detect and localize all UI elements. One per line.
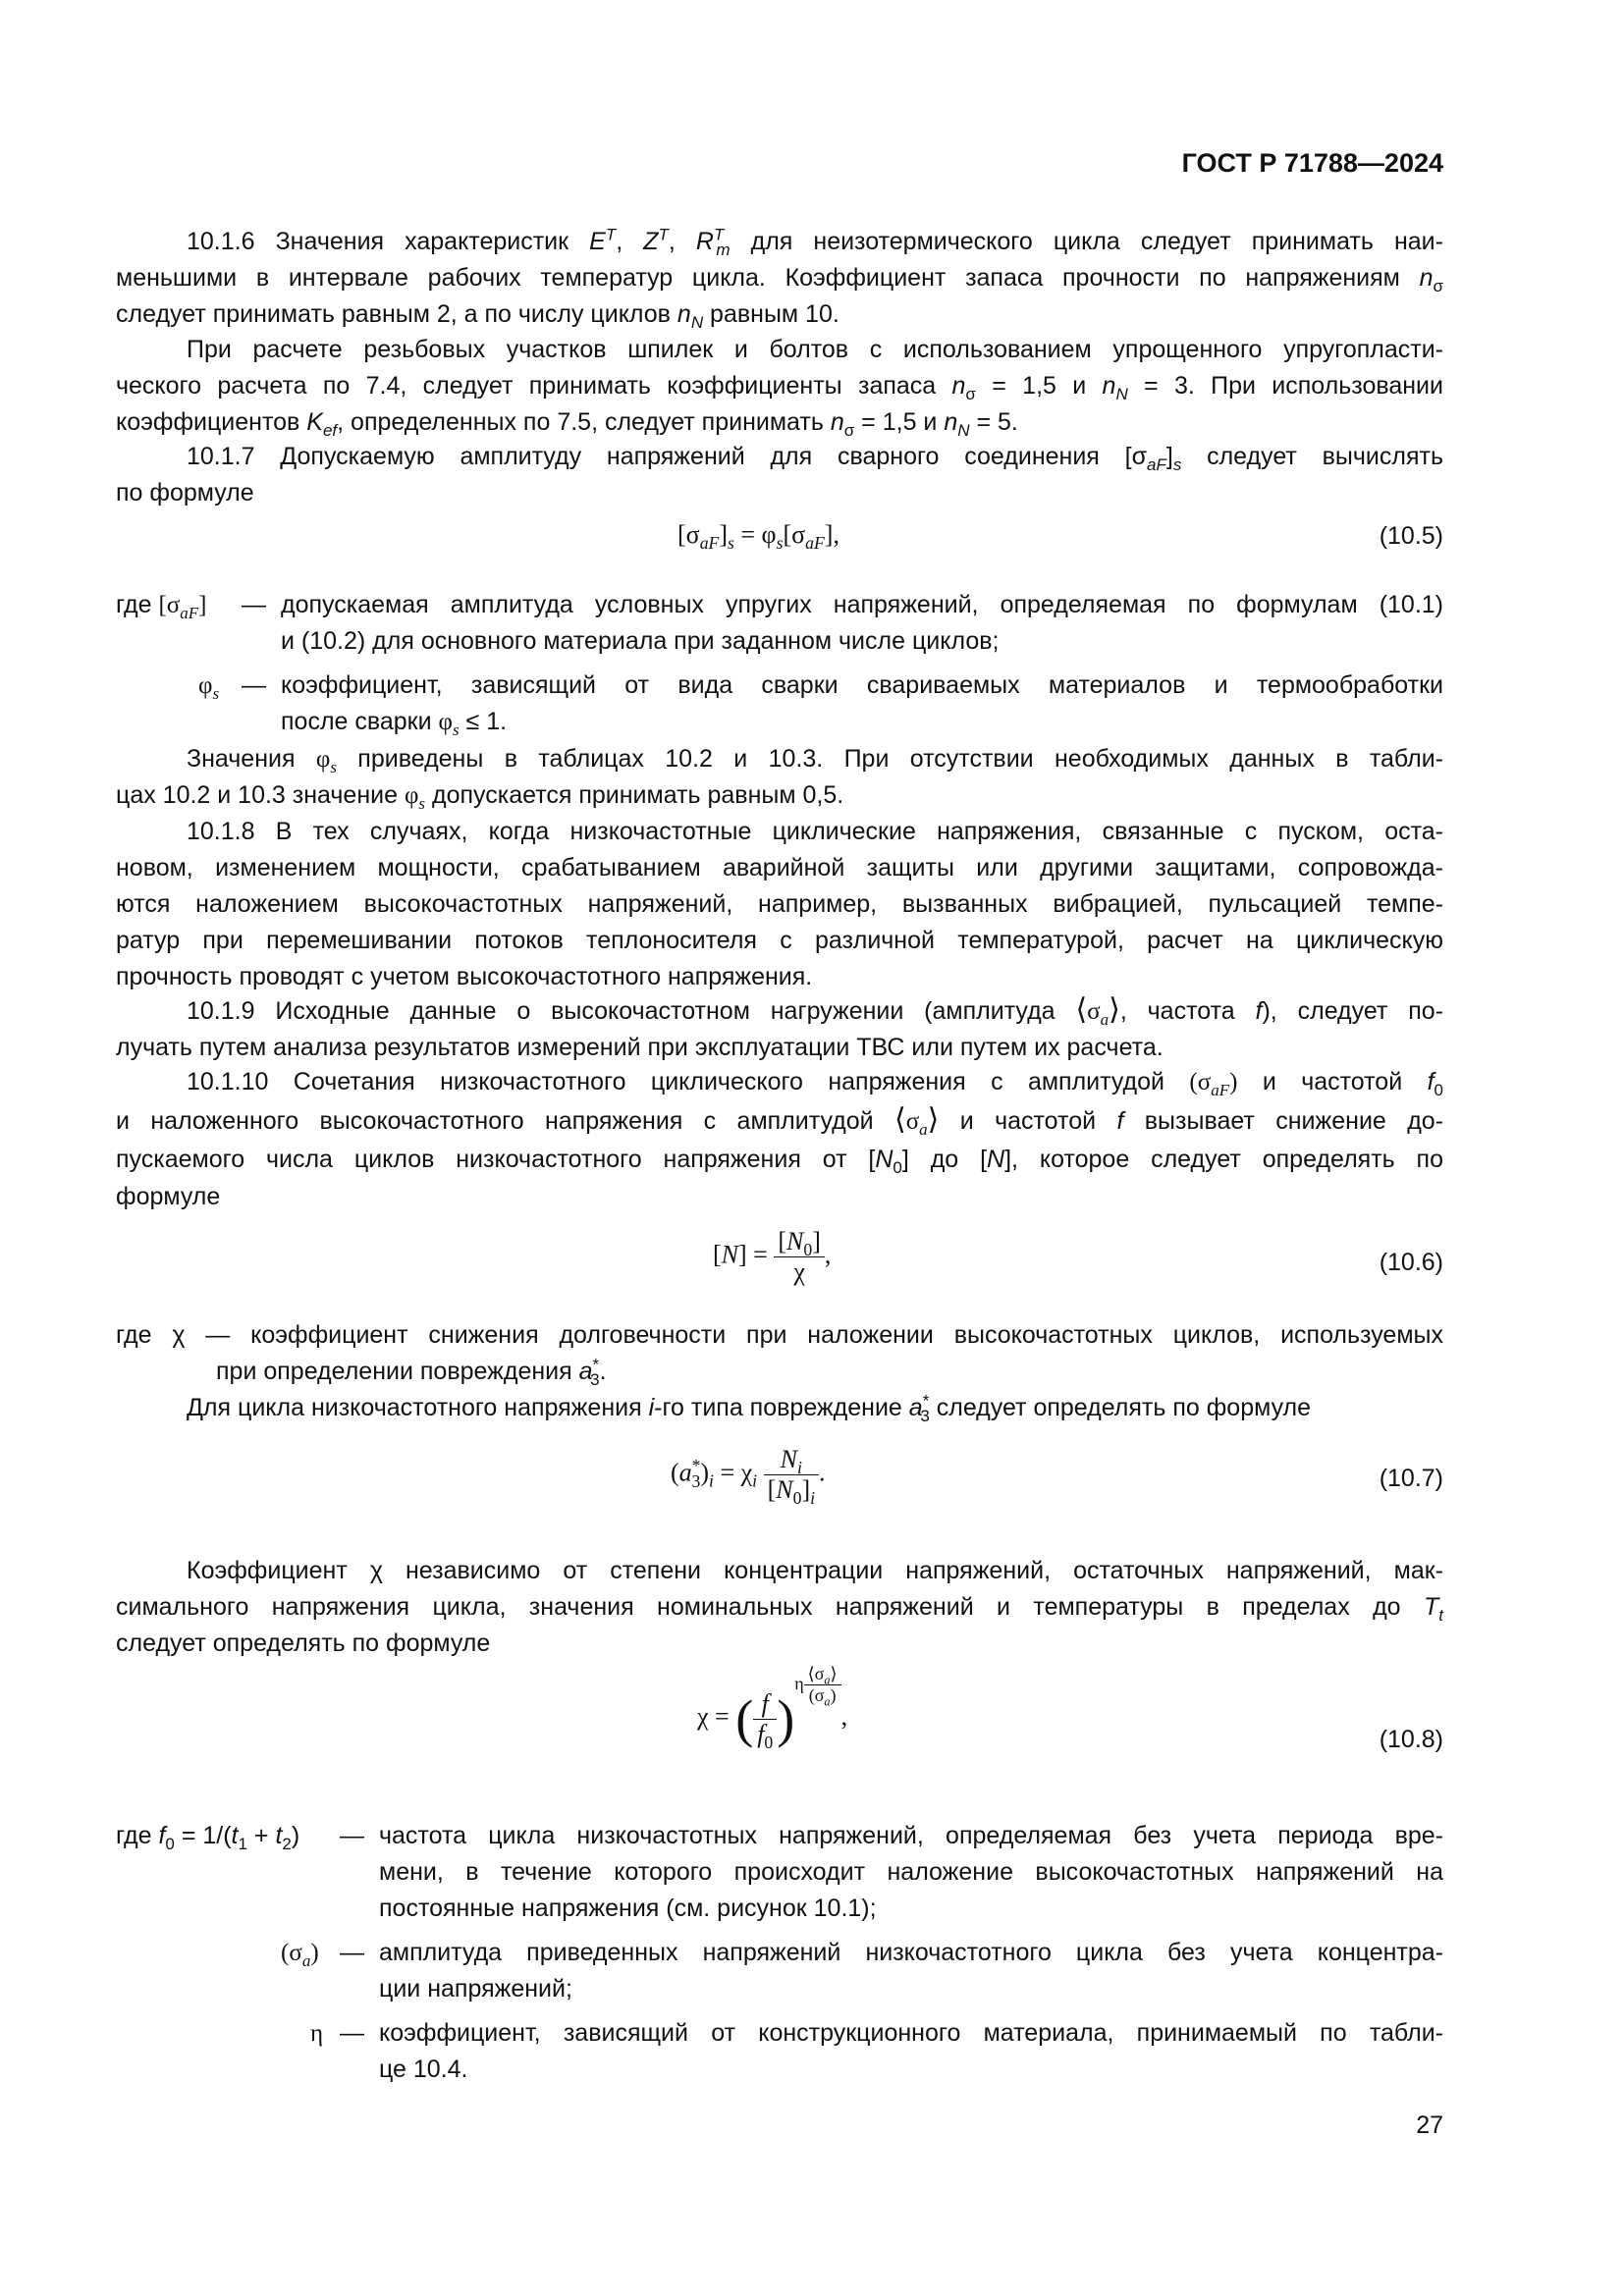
- paragraph-10-1-8: 10.1.8 В тех случаях, когда низкочастотные циклические напряжения, связанные с пуском, оста- новом, изменением мощности, срабатыванием аварийной защиты или другими защитами, сопровожда- ются наложением высокочастотных напряжений, например, вызванных вибрацией, пульсацией темпе- ратур при перемешивании потоков теплоносителя с различной температурой, расчет на циклическую прочность проводят с учетом высокочастотного напряжения.: [116, 818, 1443, 990]
- definition-chi: где χ — коэффициент снижения долговечности при наложении высокочастотных циклов, используемых при определении повреждения $a^*_3$.: [116, 1321, 1443, 1389]
- definitions-10-5: где $[\sigma_{aF}]$ — допускаемая амплитуда условных упругих напряжений, определяемая по формулам (10.1) и (10.2) для основного материала при заданном числе циклов; $\varphi_s$ — коэффициент, зависящий от вида сварки свариваемых материалов и термообработки после сварки $\varphi_s \le 1$.: [116, 591, 1443, 739]
- equation-number: (10.6): [1379, 1249, 1443, 1276]
- formula-10-6: [N] = $\frac{[N_0]}{\chi}$ ,: [713, 1227, 832, 1286]
- formula-10-5: $[\sigma_{aF}]_s = \varphi_s[\sigma_{aF}]$,: [677, 520, 839, 554]
- equation-number: (10.5): [1379, 522, 1443, 550]
- paragraph-phi-values: Значения $\varphi_s$ приведены в таблицах 10.2 и 10.3. При отсутствии необходимых данных в табли- цах 10.2 и 10.3 значение $\varphi_s$ допускается принимать равным 0,5.: [116, 745, 1443, 813]
- equation-number: (10.7): [1379, 1465, 1443, 1492]
- paragraph-chi: Коэффициент χ независимо от степени концентрации напряжений, остаточных напряжений, мак- симального напряжения цикла, значения номинальных напряжений и температуры в пределах до $T_t$ следует определять по формуле: [116, 1557, 1443, 1657]
- equation-10-8: [116, 1664, 1443, 1787]
- formula-10-7: $(a^*_3)_i = \chi_i$ $\frac{N_i}{[N_0]_i}$ .: [671, 1445, 826, 1509]
- document-code-header: ГОСТ Р 71788—2024: [1181, 148, 1443, 178]
- paragraph-10-1-7: 10.1.7 Допускаемую амплитуду напряжений для сварного соединения $[\sigma_{aF}]_s$ следует вычислять по формуле: [116, 443, 1443, 507]
- paragraph-damage: Для цикла низкочастотного напряжения i-го типа повреждение $a^*_3$ следует определять по формуле: [187, 1391, 1312, 1425]
- paragraph-threaded-parts: При расчете резьбовых участков шпилек и болтов с использованием упрощенного упругопласти- ческого расчета по 7.4, следует принимать коэффициенты запаса $n_\sigma = 1,5$ и $n_N = 3$. При использовании коэффициентов $K_{ef}$, определенных по 7.5, следует принимать $n_\sigma = 1,5$ и $n_N = 5$.: [116, 336, 1443, 440]
- equation-number: (10.8): [1379, 1726, 1443, 1753]
- paragraph-10-1-9: 10.1.9 Исходные данные о высокочастотном нагружении (амплитуда $⟨\sigma_a⟩$, частота f), следует по- лучать путем анализа результатов измерений при эксплуатации ТВС или путем их расчета.: [116, 993, 1443, 1061]
- paragraph-10-1-6: 10.1.6 Значения характеристик $E^T$, $Z^T$, $R^T_m$ для неизотермического цикла следует принимать наи- меньшими в интервале рабочих температур цикла. Коэффициент запаса прочности по напряжениям $n_\sigma$ следует принимать равным 2, а по числу циклов $n_N$ равным 10.: [116, 225, 1443, 332]
- formula-10-8: χ = ( $\frac{f}{f_0}$ )$^{\eta \frac{⟨\sigma_a⟩}{(\sigma_a)}}$ ,: [697, 1664, 848, 1752]
- paragraph-10-1-10: 10.1.10 Сочетания низкочастотного циклического напряжения с амплитудой $(\sigma_{aF})$ и частотой $f_0$ и наложенного высокочастотного напряжения с амплитудой $⟨\sigma_a⟩$ и частотой f вызывает снижение до- пускаемого числа циклов низкочастотного напряжения от $[N_0]$ до [N], которое следует определять по формуле: [116, 1068, 1444, 1210]
- page-number: 27: [1416, 2111, 1443, 2139]
- equation-10-6: [116, 1227, 1443, 1306]
- definitions-10-8: где $f_0 = 1/(t_1 + t_2)$ — частота цикла низкочастотных напряжений, определяемая без учета периода вре- мени, в течение которого происходит наложение высокочастотных напряжений на постоянные напряжения (см. рисунок 10.1); $(\sigma_a)$ — амплитуда приведенных напряжений низкочастотного цикла без учета концентра- ции напряжений; η — коэффициент, зависящий от конструкционного материала, принимаемый по табли- це 10.4.: [116, 1822, 1443, 2083]
- equation-10-7: [116, 1445, 1443, 1523]
